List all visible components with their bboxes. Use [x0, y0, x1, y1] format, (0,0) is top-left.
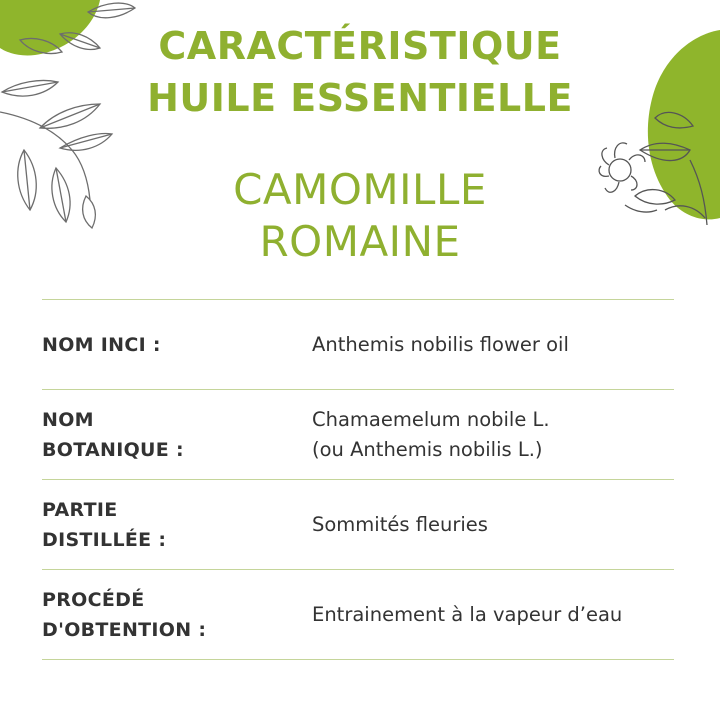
table-row [42, 300, 674, 389]
row-label [42, 495, 312, 555]
row-label-line: D'OBTENTION : [42, 618, 207, 641]
row-label [42, 330, 312, 360]
characteristics-table [42, 299, 674, 660]
table-row [42, 390, 674, 479]
row-value [312, 330, 674, 360]
row-value [312, 405, 674, 465]
row-label [42, 585, 312, 645]
row-label-line: PARTIE [42, 498, 118, 521]
row-label-line: NOM [42, 408, 94, 431]
row-value [312, 600, 674, 630]
row-label-line: BOTANIQUE : [42, 438, 184, 461]
row-value-line: Chamaemelum nobile L. [312, 407, 550, 431]
row-value [312, 510, 674, 540]
divider [42, 659, 674, 660]
title-line-1: CARACTÉRISTIQUE [158, 24, 562, 68]
table-row [42, 570, 674, 659]
row-label-line: DISTILLÉE : [42, 528, 167, 551]
row-label [42, 405, 312, 465]
oil-name-line-2: ROMAINE [259, 217, 461, 266]
row-label-line: PROCÉDÉ [42, 588, 145, 611]
row-value-line: (ou Anthemis nobilis L.) [312, 437, 543, 461]
oil-name-line-1: CAMOMILLE [233, 165, 487, 214]
table-row [42, 480, 674, 569]
row-label-line: NOM INCI : [42, 333, 161, 356]
row-value-line: Anthemis nobilis flower oil [312, 332, 569, 356]
row-value-line: Entrainement à la vapeur d’eau [312, 602, 623, 626]
row-value-line: Sommités fleuries [312, 512, 488, 536]
page-title [0, 20, 720, 124]
oil-name [0, 164, 720, 268]
title-line-2: HUILE ESSENTIELLE [147, 76, 573, 120]
